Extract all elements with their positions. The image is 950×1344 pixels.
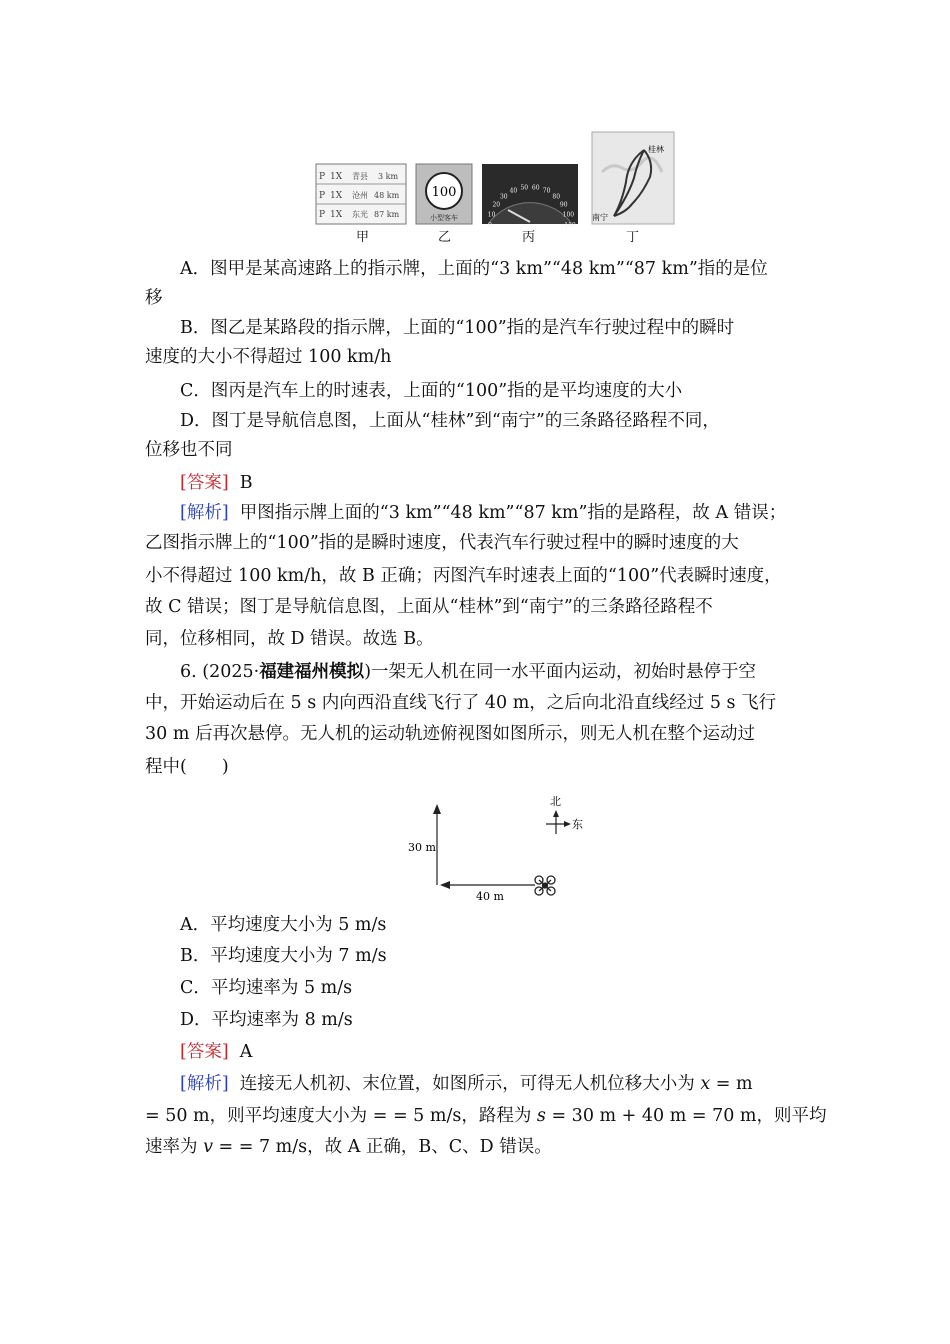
analysis-text: = = 7 m/s，故 A 正确，B、C、D 错误。 [212, 1137, 552, 1157]
speedometer-tick-label: 90 [559, 201, 568, 209]
caption-yi: 乙 [438, 230, 452, 245]
q6-stem-line1 [180, 659, 756, 685]
answer-value: A [239, 1042, 253, 1062]
figure-map [592, 132, 674, 228]
q5-analysis-line3: 小不得超过 100 km/h，故 B 正确；丙图汽车时速表上面的“100”代表瞬时速度， [145, 566, 782, 586]
speedometer-tick-label: 100 [562, 211, 575, 219]
caption-ding: 丁 [626, 230, 640, 245]
question-source: 福建福州模拟 [259, 662, 365, 682]
figure-speed-limit [416, 164, 472, 228]
q5-option-b-line1: B．图乙是某路段的指示牌，上面的“100”指的是汽车行驶过程中的瞬时 [180, 318, 735, 338]
speed-limit-label: 小型客车 [430, 214, 458, 222]
speed-limit-value: 100 [431, 185, 457, 200]
q6-option-b: B．平均速度大小为 7 m/s [180, 946, 387, 966]
q5-option-a-line2: 移 [145, 288, 163, 308]
speedometer-tick-label: 50 [520, 184, 529, 192]
q6-stem-line4: 程中( ) [145, 757, 229, 777]
sign-row-prefix: P [319, 191, 326, 201]
sign-row-place: 东光 [352, 210, 368, 219]
sign-row-code: 1X [330, 210, 343, 220]
speedometer-tick-label: 70 [542, 187, 551, 195]
sign-row-place: 沧州 [352, 191, 368, 200]
caption-bing: 丙 [522, 230, 536, 245]
q5-analysis-line2: 乙图指示牌上的“100”指的是瞬时速度，代表汽车行驶过程中的瞬时速度的大 [145, 533, 739, 553]
q6-trajectory-figure [400, 790, 600, 909]
speedometer-tick-label: 30 [499, 193, 508, 201]
speedometer-tick-label: 0 [488, 222, 492, 229]
analysis-label: [解析] [180, 503, 229, 523]
sign-row-dist: 87 km [374, 210, 400, 219]
figure-speedometer [482, 164, 578, 228]
analysis-text: 甲图指示牌上面的“3 km”“48 km”“87 km”指的是路程，故 A 错误； [239, 503, 787, 523]
sign-row-dist: 48 km [374, 191, 400, 200]
trajectory-diagram [400, 790, 600, 905]
q6-stem-line3: 30 m 后再次悬停。无人机的运动轨迹俯视图如图所示，则无人机在整个运动过 [145, 724, 755, 744]
navigation-map [592, 132, 674, 224]
analysis-label: [解析] [180, 1074, 229, 1094]
figure-signs [316, 164, 406, 228]
q5-analysis-line5: 同，位移相同，故 D 错误。故选 B。 [145, 629, 434, 649]
speedometer-tick-label: 10 [487, 211, 496, 219]
q5-analysis-line1 [180, 500, 786, 526]
speedometer-tick-label: 110 [564, 222, 576, 229]
sign-row-code: 1X [330, 191, 343, 201]
q6-analysis-line1 [180, 1071, 753, 1097]
q6-stem-line2: 中，开始运动后在 5 s 内向西沿直线飞行了 40 m，之后向北沿直线经过 5 s 飞行 [145, 693, 777, 713]
q5-analysis-line4: 故 C 错误；图丁是导航信息图，上面从“桂林”到“南宁”的三条路径路程不 [145, 597, 713, 617]
speedometer-tick-label: 80 [552, 193, 561, 201]
highway-sign [316, 164, 406, 224]
q6-option-a: A．平均速度大小为 5 m/s [180, 915, 387, 935]
q5-option-a-line1: A．图甲是某高速路上的指示牌，上面的“3 km”“48 km”“87 km”指的是位 [180, 259, 768, 279]
analysis-text: = m [710, 1074, 753, 1094]
speedometer-tick-label: 40 [509, 187, 518, 195]
q6-analysis-line2 [145, 1103, 827, 1129]
q6-analysis-line3 [145, 1134, 552, 1160]
caption-jia: 甲 [356, 230, 370, 245]
answer-value: B [239, 473, 253, 493]
analysis-text: 速率为 [145, 1137, 204, 1157]
stem-text: )一架无人机在同一水平面内运动，初始时悬停于空 [364, 662, 757, 682]
q5-answer [180, 470, 253, 496]
analysis-text: = 50 m，则平均速度大小为 = = 5 m/s，路程为 [145, 1106, 537, 1126]
q5-option-d-line1: D．图丁是导航信息图，上面从“桂林”到“南宁”的三条路径路程不同， [180, 411, 720, 431]
vertical-length-label: 30 m [408, 841, 436, 854]
analysis-text: = 30 m + 40 m = 70 m，则平均 [545, 1106, 827, 1126]
speedometer [482, 164, 578, 229]
map-city-bottom: 南宁 [592, 213, 608, 222]
horizontal-length-label: 40 m [476, 890, 504, 903]
sign-row-place: 青县 [352, 172, 368, 181]
q5-option-c: C．图丙是汽车上的时速表，上面的“100”指的是平均速度的大小 [180, 381, 683, 401]
q6-answer [180, 1039, 252, 1065]
q6-option-d: D．平均速率为 8 m/s [180, 1010, 353, 1030]
symbol-x: x [700, 1074, 711, 1094]
speedometer-tick-label: 60 [531, 184, 540, 192]
speedometer-tick-label: 20 [492, 201, 501, 209]
symbol-v: v [203, 1137, 213, 1157]
analysis-text: 连接无人机初、末位置，如图所示，可得无人机位移大小为 [239, 1074, 701, 1094]
q6-option-c: C．平均速率为 5 m/s [180, 978, 353, 998]
symbol-s: s [536, 1106, 546, 1126]
compass-north-label: 北 [550, 795, 561, 808]
compass-east-label: 东 [572, 818, 583, 831]
sign-row-prefix: P [319, 172, 326, 182]
sign-row-code: 1X [330, 172, 343, 182]
map-city-top: 桂林 [648, 145, 664, 154]
speed-limit-sign [416, 164, 472, 224]
question-number: 6. (2025· [180, 662, 260, 682]
q5-option-d-line2: 位移也不同 [145, 440, 233, 460]
answer-label: [答案] [180, 1042, 229, 1062]
sign-row-prefix: P [319, 210, 326, 220]
sign-row-dist: 3 km [378, 172, 399, 181]
drone-icon [535, 876, 555, 895]
compass-icon [546, 795, 583, 834]
answer-label: [答案] [180, 473, 229, 493]
q5-option-b-line2: 速度的大小不得超过 100 km/h [145, 347, 392, 367]
